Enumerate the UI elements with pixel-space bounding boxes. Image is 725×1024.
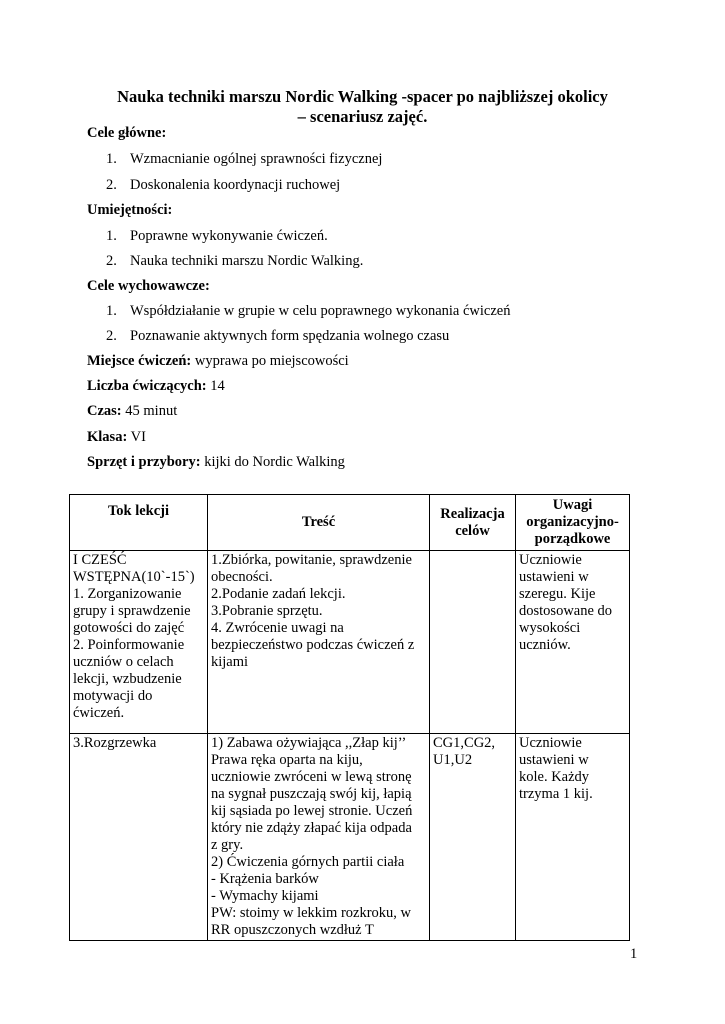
row1-tok: I CZEŚĆ WSTĘPNA(10`-15`) 1. Zorganizowanie grupy i sprawdzenie gotowości do zajęć 2. Poinformowanie uczniów o celach lekcji, wzbudzenie motywacji do ćwiczeń.	[70, 551, 208, 734]
row2-tresc: 1) Zabawa ożywiająca ,,Złap kij’’ Prawa ręka oparta na kiju, uczniowie zwróceni w lewą stronę na sygnał puszczają swój kij, łapią kij sąsiada po lewej stronie. Uczeń który nie zdąży złapać kija odpada z gry. 2) Ćwiczenia górnych partii ciała - Krążenia barków - Wymachy kijami PW: stoimy w lekkim rozkroku, w RR opuszczonych wzdłuż T	[208, 734, 430, 941]
table-row	[70, 551, 630, 734]
cele-wychowawcze-item-1: 1. Współdziałanie w grupie w celu poprawnego wykonania ćwiczeń	[106, 303, 511, 319]
header-realizacja: Realizacja celów	[430, 495, 516, 551]
liczba-line: Liczba ćwiczących: 14	[87, 378, 225, 394]
title-line-1: Nauka techniki marszu Nordic Walking -spacer po najbliższej okolicy	[117, 87, 608, 106]
title-line-2: – scenariusz zajęć.	[297, 107, 428, 126]
cele-glowne-heading: Cele główne:	[87, 125, 167, 141]
cele-glowne-item-1: 1. Wzmacnianie ogólnej sprawności fizycznej	[106, 151, 383, 167]
umiejetnosci-item-2: 2. Nauka techniki marszu Nordic Walking.	[106, 253, 364, 269]
miejsce-line: Miejsce ćwiczeń: wyprawa po miejscowości	[87, 353, 349, 369]
table-header-row	[70, 495, 630, 551]
row1-realizacja	[430, 551, 516, 734]
row2-uwagi: Uczniowie ustawieni w kole. Każdy trzyma 1 kij.	[516, 734, 630, 941]
klasa-line: Klasa: VI	[87, 429, 146, 445]
lesson-table	[69, 494, 630, 941]
umiejetnosci-heading: Umiejętności:	[87, 202, 173, 218]
umiejetnosci-item-1: 1. Poprawne wykonywanie ćwiczeń.	[106, 228, 328, 244]
czas-line: Czas: 45 minut	[87, 403, 178, 419]
cele-wychowawcze-item-2: 2. Poznawanie aktywnych form spędzania wolnego czasu	[106, 328, 450, 344]
row1-uwagi: Uczniowie ustawieni w szeregu. Kije dostosowane do wysokości uczniów.	[516, 551, 630, 734]
cele-wychowawcze-heading: Cele wychowawcze:	[87, 278, 210, 294]
row2-tok: 3.Rozgrzewka	[70, 734, 208, 941]
header-tresc: Treść	[208, 495, 430, 551]
header-uwagi: Uwagi organizacyjno- porządkowe	[516, 495, 630, 551]
page-number: 1	[630, 946, 638, 962]
table-row	[70, 734, 630, 941]
cele-glowne-item-2: 2. Doskonalenia koordynacji ruchowej	[106, 177, 341, 193]
page-title	[90, 87, 635, 127]
sprzet-line: Sprzęt i przybory: kijki do Nordic Walking	[87, 454, 345, 470]
row2-realizacja: CG1,CG2, U1,U2	[430, 734, 516, 941]
header-tok-lekcji: Tok lekcji	[70, 495, 208, 551]
row1-tresc: 1.Zbiórka, powitanie, sprawdzenie obecności. 2.Podanie zadań lekcji. 3.Pobranie sprzętu. 4. Zwrócenie uwagi na bezpieczeństwo podczas ćwiczeń z kijami	[208, 551, 430, 734]
